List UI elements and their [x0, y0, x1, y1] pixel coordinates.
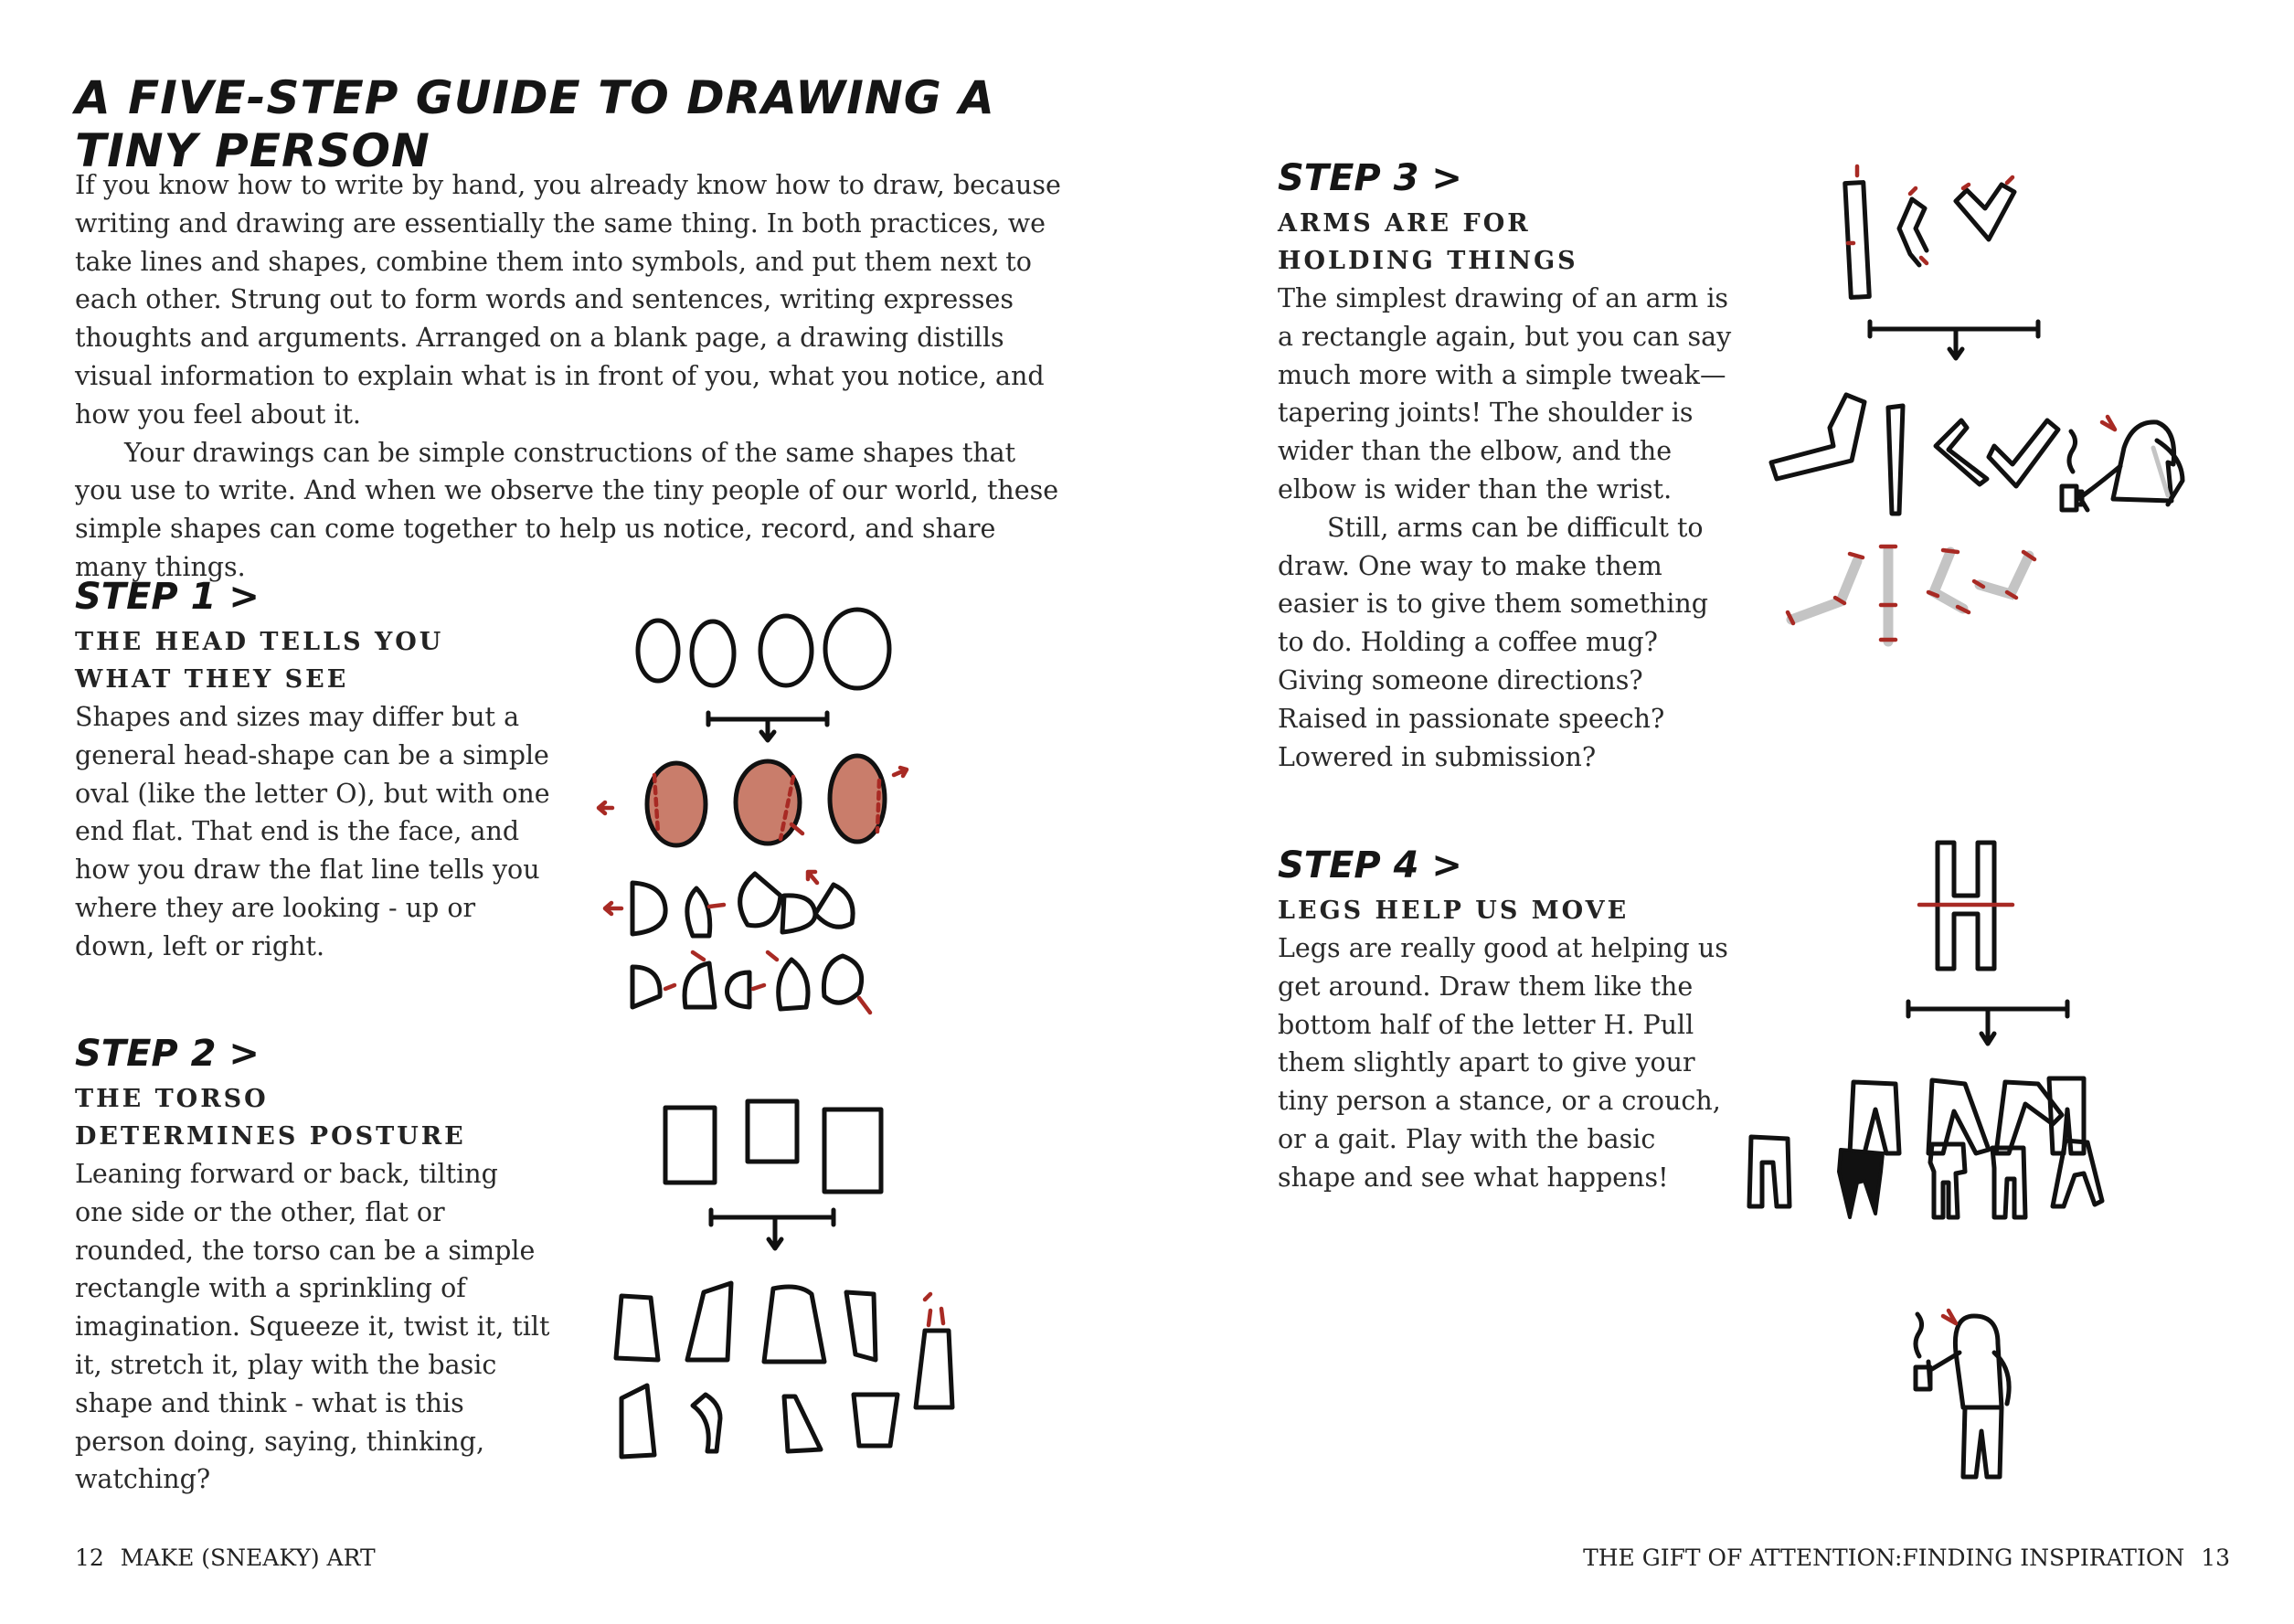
intro-paragraph-2: Your drawings can be simple constructions of the same shapes that you use to write. And when we observe the tiny people of our world, these simple shapes can come together to help us notice, record, and share many things. [75, 437, 1059, 582]
step-2-heading-line-1: THE TORSO [75, 1085, 269, 1113]
right-page-number: 13 [2201, 1544, 2230, 1571]
torso-shapes-illustration [585, 1088, 1005, 1481]
step-3 [1278, 157, 1735, 776]
page-title: A FIVE-STEP GUIDE TO DRAWING A TINY PERSON [75, 71, 995, 177]
torso-bracket-arrow [711, 1210, 834, 1248]
intro-text [75, 166, 1062, 587]
step-2-heading-line-2: DETERMINES POSTURE [75, 1122, 466, 1151]
intro-paragraph-1: If you know how to write by hand, you already know how to draw, because writing and drawing are essentially the same thing. In both practices, we take lines and shapes, combine them into symbols, and put them next to each other. Strung out to form words and sentences, writing expresses thoughts and arguments. Arranged on a blank page, a drawing distills visual information to explain what is in front of you, what you notice, and how you feel about it. [75, 170, 1061, 430]
step-3-body: The simplest drawing of an arm is a rectangle again, but you can say much more with a simple tweak—tapering joints! The shoulder is wider than the elbow, and the elbow is wider than the wrist. [1278, 283, 1732, 504]
step-2-body: Leaning forward or back, tilting one side or the other, flat or rounded, the torso can be a simple rectangle with a sprinkling of imagination. Squeeze it, twist it, tilt it, stretch it, play with the basic shape and think - what is this person doing, saying, thinking, watching? [75, 1159, 550, 1495]
person-holding-mug-full [1916, 1311, 2009, 1477]
step-1-heading [75, 623, 550, 698]
leg-bracket-arrow [1908, 1002, 2067, 1044]
step-4-heading-line-1: LEGS HELP US MOVE [1278, 897, 1630, 925]
step-1-heading-line-1: THE HEAD TELLS YOU [75, 628, 444, 656]
footer-left [75, 1544, 376, 1571]
head-ovals [638, 610, 889, 688]
step-3-heading [1278, 205, 1735, 280]
step-3-body-2: Still, arms can be difficult to draw. One way to make them easier is to give them something to do. Holding a coffee mug? Giving someone directions? Raised in passionate speech? Lowered in submission? [1278, 512, 1708, 772]
head-bracket-arrow [708, 713, 827, 740]
torso-variations-row-2 [621, 1385, 897, 1457]
flat-face-heads-row-2 [632, 952, 870, 1013]
leg-variations-row-2 [1749, 1137, 2102, 1217]
step-1-body: Shapes and sizes may differ but a general head-shape can be a simple oval (like the letter O), but with one end flat. That end is the face, and how you draw the flat line tells you where they are looking - up or down, left or right. [75, 702, 550, 961]
step-3-label: STEP 3 > [1278, 157, 1462, 199]
arm-shapes-illustration [1755, 155, 2230, 667]
jointed-arms [1788, 547, 2034, 642]
head-shapes-illustration [585, 594, 969, 1033]
step-4 [1278, 844, 1735, 1197]
torso-variations-row-1 [616, 1283, 952, 1407]
letter-h [1919, 843, 2013, 969]
leg-variations-row-1 [1850, 1078, 2084, 1153]
person-holding-mug [2062, 417, 2182, 510]
step-3-heading-line-1: ARMS ARE FOR [1278, 209, 1531, 238]
step-4-heading [1278, 892, 1735, 929]
flat-face-heads-row-1 [605, 872, 853, 936]
arm-bracket-arrow [1870, 322, 2038, 358]
left-running-head: MAKE (SNEAKY) ART [120, 1544, 376, 1571]
step-4-label: STEP 4 > [1278, 844, 1462, 886]
step-4-body: Legs are really good at helping us get around. Draw them like the bottom half of the letter H. Pull them slightly apart to give your tiny person a stance, or a crouch, or a gait. Play with the basic shape and see what happens! [1278, 933, 1728, 1193]
step-2 [75, 1033, 550, 1499]
leg-shapes-illustration [1736, 823, 2212, 1499]
step-2-heading [75, 1080, 550, 1155]
shaded-heads [599, 756, 907, 845]
step-1-heading-line-2: WHAT THEY SEE [75, 665, 349, 694]
right-running-head: THE GIFT OF ATTENTION:FINDING INSPIRATION [1583, 1544, 2185, 1571]
step-3-heading-line-2: HOLDING THINGS [1278, 247, 1578, 275]
step-2-label: STEP 2 > [75, 1033, 260, 1075]
torso-rectangles [665, 1101, 881, 1192]
step-1-label: STEP 1 > [75, 576, 260, 618]
step-1 [75, 576, 550, 966]
tapered-arms [1771, 395, 2058, 514]
arm-rectangles [1845, 166, 2014, 297]
footer-right [1583, 1544, 2230, 1571]
left-page-number: 12 [75, 1544, 104, 1571]
